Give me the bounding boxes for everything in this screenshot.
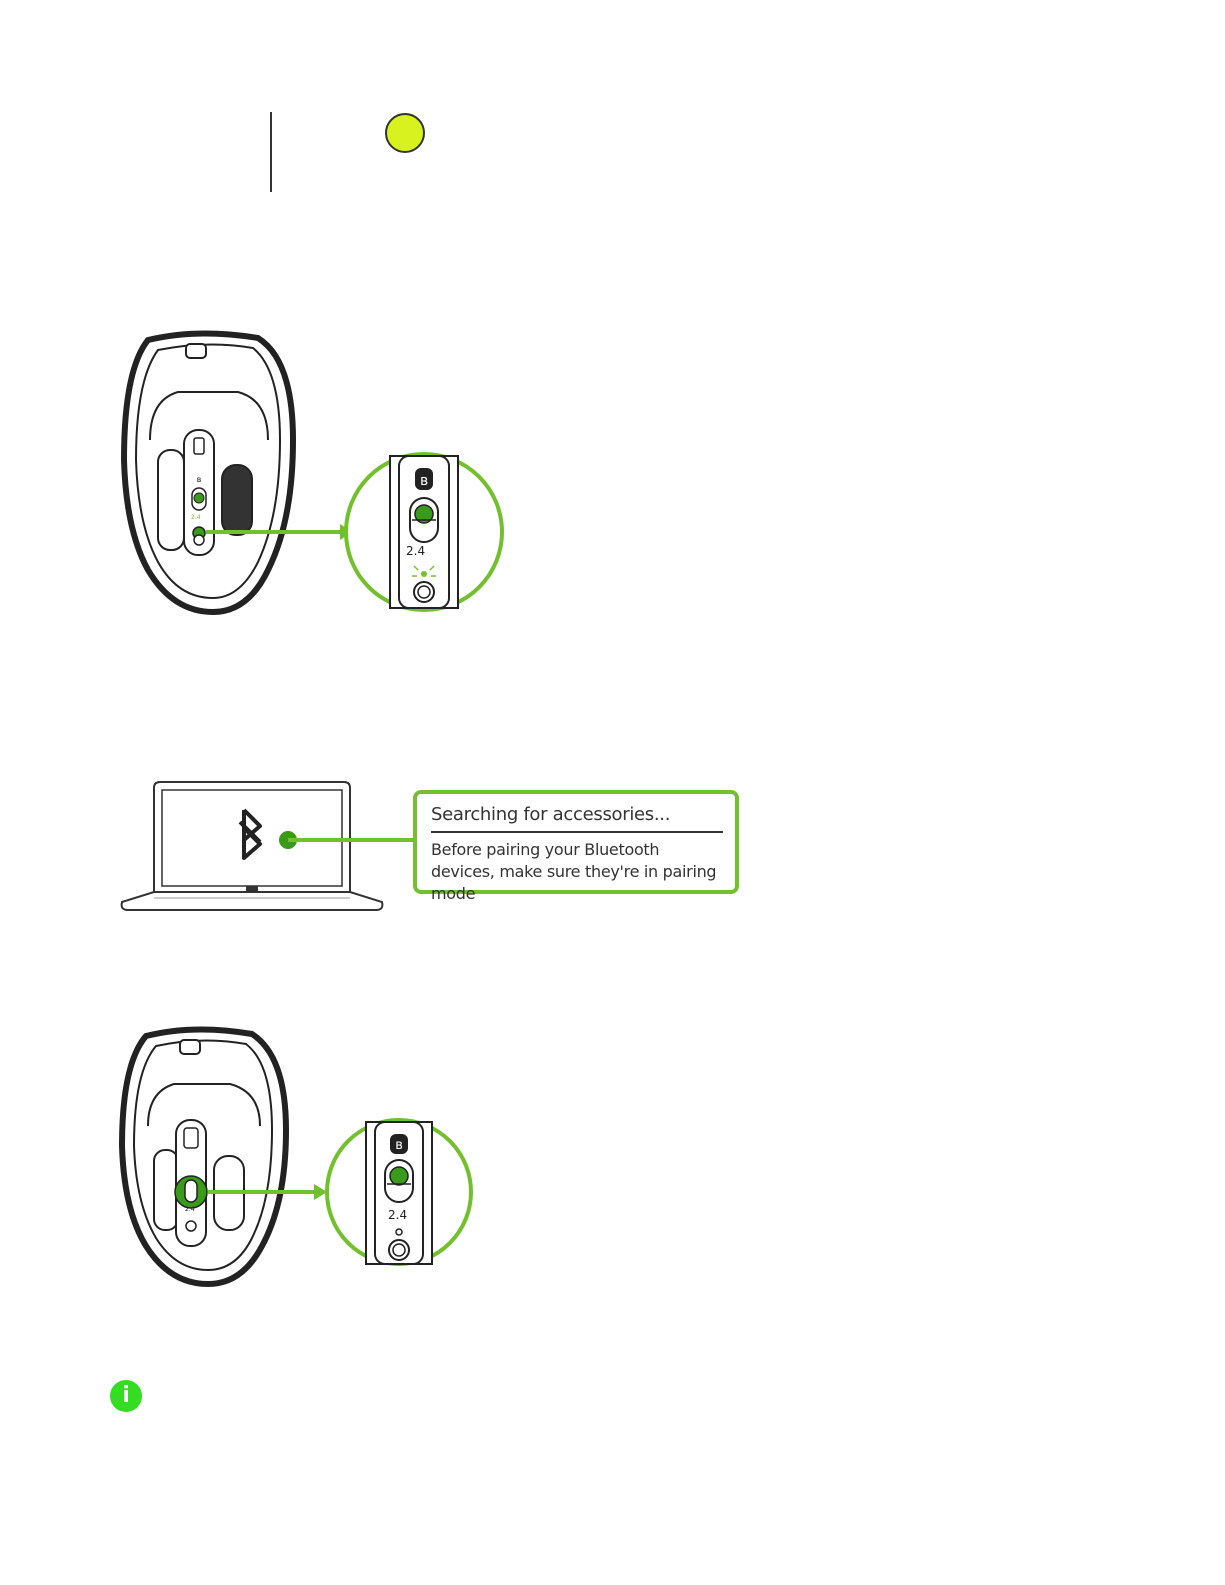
slider-knob — [194, 493, 204, 503]
svg-text:ʙ: ʙ — [196, 475, 202, 484]
pairing-callout — [413, 790, 739, 903]
bluetooth-icon: ʙ — [419, 473, 429, 489]
mouse-underside-illustration-2 — [118, 1026, 478, 1288]
mouse-underside-illustration-1 — [118, 330, 508, 620]
laptop-illustration — [118, 778, 418, 914]
callout-body: Before pairing your Bluetooth devices, make sure they're in pairing mode — [431, 840, 717, 903]
divider-line — [270, 112, 272, 192]
mouse-label-24: 2.4 — [185, 1206, 195, 1213]
led-indicator-icon — [385, 113, 425, 153]
info-icon: i — [110, 1380, 142, 1412]
mouse-label-24: 2.4 — [191, 514, 201, 521]
zoom-label-24: 2.4 — [388, 1208, 408, 1222]
zoom-label-24: 2.4 — [406, 544, 426, 558]
bluetooth-icon: ʙ — [395, 1138, 403, 1153]
callout-title: Searching for accessories... — [431, 804, 723, 833]
